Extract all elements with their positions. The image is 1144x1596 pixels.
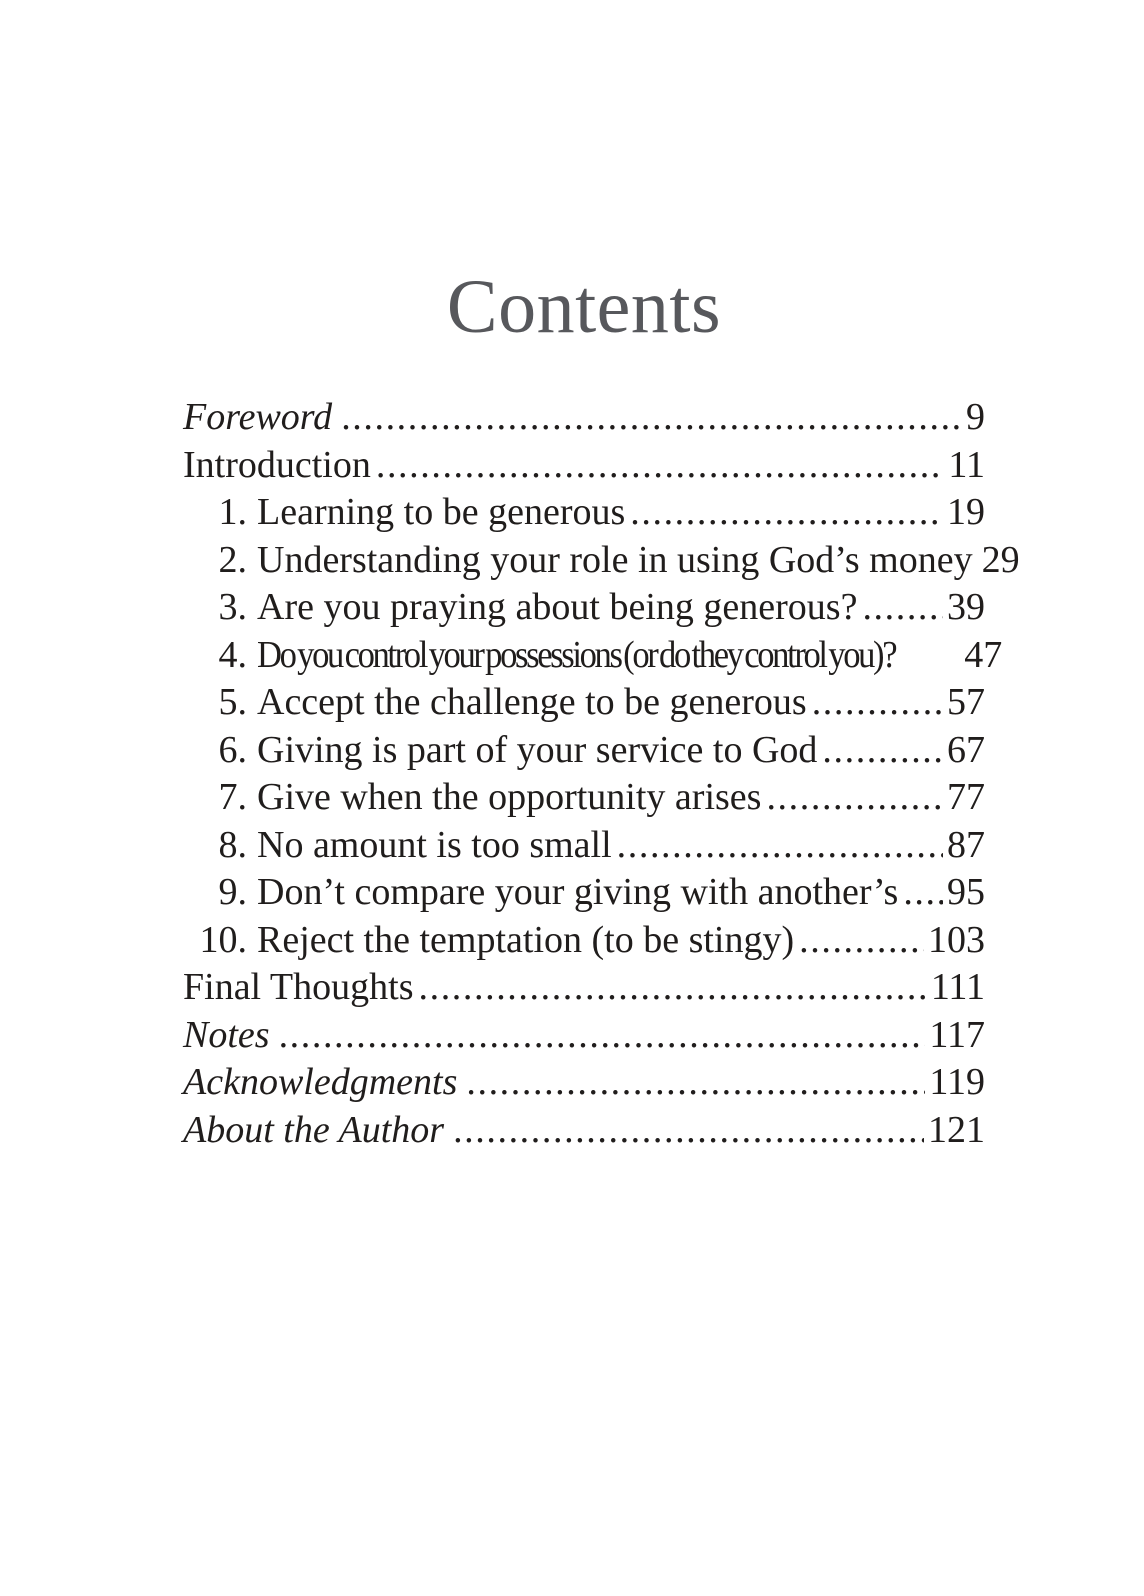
toc-row-chapter-8 (183, 822, 985, 870)
chapter-number: 2. (218, 538, 247, 581)
page-number: 95 (947, 871, 985, 913)
page-number: 119 (929, 1061, 985, 1103)
page-number: 77 (947, 776, 985, 818)
entry-label: Acknowledgments (183, 1061, 458, 1103)
entry-label: Are you praying about being generous? (257, 586, 858, 628)
page-number: 87 (947, 823, 985, 866)
entry-label: Do you control your possessions (or do they control you)? (257, 633, 896, 676)
entry-label: Giving is part of your service to God (257, 728, 818, 771)
toc-row-chapter-1 (183, 489, 985, 537)
dot-leader (812, 679, 943, 727)
toc-row-chapter-4 (183, 632, 1003, 680)
dot-leader (903, 869, 943, 917)
dot-leader (822, 727, 943, 775)
entry-label: Notes (183, 1013, 270, 1056)
toc-row-chapter-6 (183, 727, 985, 775)
dot-leader (419, 964, 927, 1012)
entry-label: Don’t compare your giving with another’s (257, 871, 899, 913)
toc-row-chapter-5 (183, 679, 985, 727)
entry-label: Give when the opportunity arises (257, 776, 762, 818)
toc-row-chapter-7 (183, 774, 985, 822)
entry-label: Final Thoughts (183, 966, 414, 1008)
page-number: 67 (947, 728, 985, 771)
page-number: 111 (930, 966, 985, 1008)
toc-row-chapter-10 (183, 917, 985, 965)
toc-row-chapter-3 (183, 584, 985, 632)
dot-leader (799, 917, 924, 965)
page-number: 47 (964, 633, 1003, 676)
page-number: 9 (966, 396, 985, 438)
chapter-number: 4. (218, 633, 247, 676)
toc-row-foreword (183, 394, 985, 442)
chapter-number: 10. (199, 918, 247, 961)
chapter-number: 1. (218, 491, 247, 533)
page-number: 29 (981, 538, 1020, 581)
page-number: 57 (947, 681, 985, 723)
dot-leader (630, 489, 943, 537)
page-number: 103 (928, 918, 985, 961)
dot-leader (617, 822, 943, 870)
chapter-number: 6. (218, 728, 247, 771)
dot-leader (376, 442, 945, 490)
entry-label: Introduction (183, 443, 371, 486)
dot-leader (466, 1059, 925, 1107)
chapter-number: 8. (218, 823, 247, 866)
entry-label: About the Author (183, 1108, 445, 1151)
toc-list (183, 394, 1020, 1154)
toc-row-about-the-author (183, 1107, 985, 1155)
dot-leader (862, 584, 943, 632)
page-number: 39 (947, 586, 985, 628)
dot-leader (453, 1107, 924, 1155)
toc-row-notes (183, 1012, 985, 1060)
page-number: 117 (929, 1013, 985, 1056)
entry-label: Understanding your role in using God’s money (257, 538, 973, 581)
dot-leader (341, 394, 962, 442)
entry-label: Reject the temptation (to be stingy) (257, 918, 795, 961)
toc-row-acknowledgments (183, 1059, 985, 1107)
entry-label: Foreword (183, 396, 333, 438)
toc-row-final-thoughts (183, 964, 985, 1012)
page-number: 19 (947, 491, 985, 533)
dot-leader (766, 774, 943, 822)
chapter-number: 7. (218, 776, 247, 818)
dot-leader (279, 1012, 926, 1060)
chapter-number: 3. (218, 586, 247, 628)
page-number: 121 (928, 1108, 985, 1151)
toc-row-introduction (183, 442, 985, 490)
entry-label: No amount is too small (257, 823, 612, 866)
entry-label: Learning to be generous (257, 491, 626, 533)
entry-label: Accept the challenge to be generous (257, 681, 807, 723)
page-number: 11 (948, 443, 985, 486)
toc-row-chapter-2 (183, 537, 1020, 585)
chapter-number: 5. (218, 681, 247, 723)
page-title: Contents (446, 265, 722, 349)
toc-row-chapter-9 (183, 869, 985, 917)
chapter-number: 9. (218, 871, 247, 913)
